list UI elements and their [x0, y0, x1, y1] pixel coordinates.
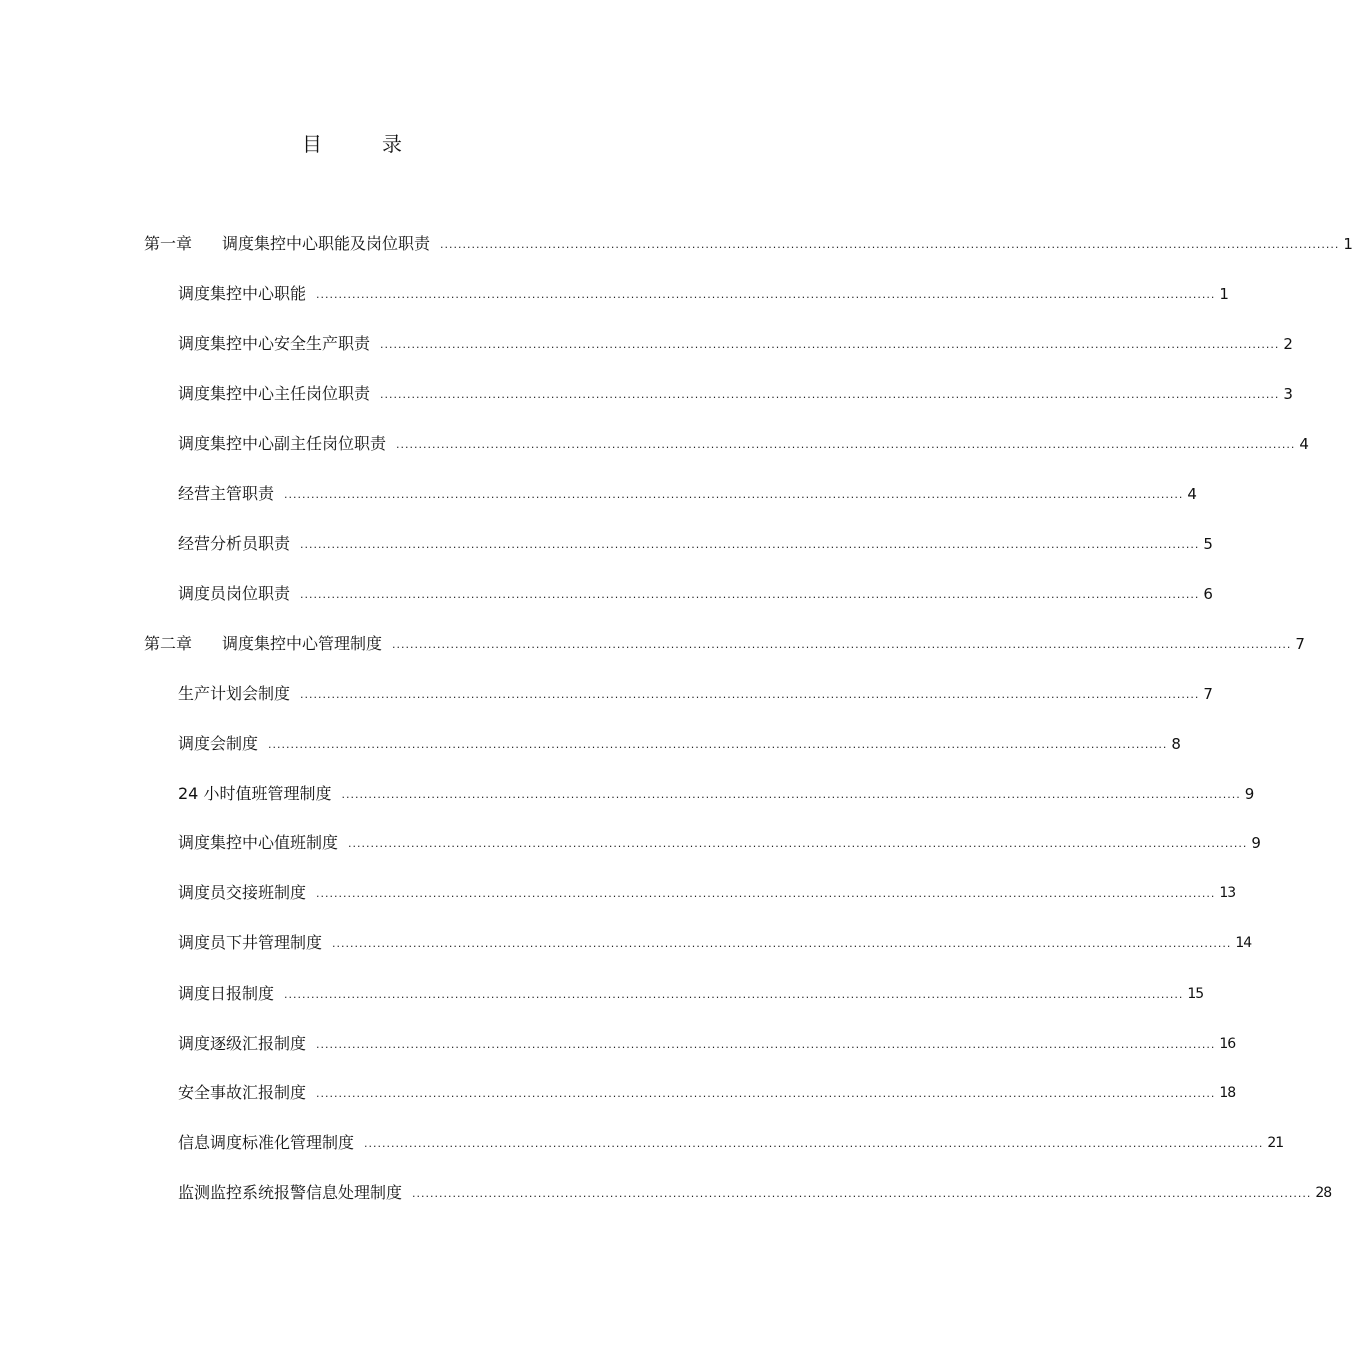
toc-entry-label [144, 234, 430, 254]
toc-entry-label: 调度会制度 [178, 734, 259, 753]
dot-leader: ........................................................................................................................................................................................................ [380, 388, 1280, 401]
chapter-number: 第二章 [144, 634, 193, 653]
toc-entry-label: 监测监控系统报警信息处理制度 [178, 1183, 403, 1202]
toc-page-number: 15 [1187, 986, 1204, 1002]
dot-leader: ........................................................................................................................................................................................................ [316, 887, 1216, 900]
dot-leader: ........................................................................................................................................................................................................ [412, 1187, 1312, 1200]
toc-page-number: 14 [1235, 935, 1252, 951]
toc-title-char-2: 录 [382, 132, 402, 156]
toc-entry[interactable] [178, 332, 1293, 354]
toc-entry-label: 调度集控中心主任岗位职责 [178, 384, 371, 403]
toc-page-number: 16 [1219, 1036, 1236, 1052]
toc-entry[interactable] [178, 931, 1252, 953]
dot-leader: ........................................................................................................................................................................................................ [392, 638, 1292, 651]
toc-page-number: 2 [1283, 335, 1293, 353]
dot-leader: ........................................................................................................................................................................................................ [364, 1137, 1264, 1150]
toc-title [302, 128, 402, 157]
toc-entry-label: 调度日报制度 [178, 984, 275, 1003]
toc-entry[interactable] [178, 582, 1213, 604]
toc-entry[interactable] [178, 432, 1309, 454]
dot-leader: ........................................................................................................................................................................................................ [316, 288, 1216, 301]
dot-leader: ........................................................................................................................................................................................................ [284, 488, 1184, 501]
toc-entry-label: 调度集控中心值班制度 [178, 833, 339, 852]
dot-leader: ........................................................................................................................................................................................................ [380, 338, 1280, 351]
toc-page-number: 1 [1343, 235, 1353, 253]
toc-chapter-2[interactable] [144, 632, 1305, 654]
dot-leader: ........................................................................................................................................................................................................ [348, 837, 1248, 850]
dot-leader: ........................................................................................................................................................................................................ [341, 788, 1241, 801]
toc-page-number: 18 [1219, 1085, 1236, 1101]
toc-entry-label: 调度员岗位职责 [178, 584, 291, 603]
toc-entry-label: 安全事故汇报制度 [178, 1083, 307, 1102]
dot-leader: ........................................................................................................................................................................................................ [284, 988, 1184, 1001]
dot-leader: ........................................................................................................................................................................................................ [268, 738, 1168, 751]
toc-entry[interactable] [178, 982, 1204, 1004]
toc-entry-label: 24 小时值班管理制度 [178, 784, 332, 803]
chapter-title: 调度集控中心职能及岗位职责 [222, 234, 431, 253]
toc-entry-label: 信息调度标准化管理制度 [178, 1133, 355, 1152]
toc-entry[interactable] [178, 1131, 1284, 1153]
toc-page-number: 7 [1295, 635, 1305, 653]
dot-leader: ........................................................................................................................................................................................................ [316, 1038, 1216, 1051]
toc-chapter-1[interactable] [144, 232, 1353, 254]
toc-entry[interactable] [178, 1081, 1236, 1103]
toc-page-number: 5 [1203, 535, 1213, 553]
toc-entry[interactable] [178, 282, 1229, 304]
toc-page-number: 21 [1267, 1135, 1284, 1151]
dot-leader: ........................................................................................................................................................................................................ [440, 238, 1340, 251]
toc-entry-label: 调度集控中心职能 [178, 284, 307, 303]
dot-leader: ........................................................................................................................................................................................................ [396, 438, 1296, 451]
toc-page-number: 9 [1251, 834, 1261, 852]
toc-page-number: 28 [1315, 1185, 1332, 1201]
toc-entry[interactable] [178, 482, 1197, 504]
toc-page-number: 8 [1171, 735, 1181, 753]
dot-leader: ........................................................................................................................................................................................................ [332, 937, 1232, 950]
toc-page-number: 7 [1203, 685, 1213, 703]
toc-page-number: 4 [1299, 435, 1309, 453]
toc-title-char-1: 目 [302, 132, 322, 156]
toc-page-number: 9 [1244, 785, 1255, 803]
toc-entry-label [144, 634, 382, 654]
toc-entry[interactable] [178, 532, 1213, 554]
toc-entry-label: 生产计划会制度 [178, 684, 291, 703]
toc-page-number: 6 [1203, 585, 1213, 603]
dot-leader: ........................................................................................................................................................................................................ [316, 1087, 1216, 1100]
toc-entry[interactable] [178, 782, 1255, 804]
toc-entry-label: 经营分析员职责 [178, 534, 291, 553]
toc-entry-label: 调度逐级汇报制度 [178, 1034, 307, 1053]
toc-entry-label: 经营主管职责 [178, 484, 275, 503]
toc-entry-label: 调度集控中心安全生产职责 [178, 334, 371, 353]
toc-page-number: 4 [1187, 485, 1197, 503]
toc-entry-label: 调度员交接班制度 [178, 883, 307, 902]
toc-entry[interactable] [178, 732, 1181, 754]
dot-leader: ........................................................................................................................................................................................................ [300, 538, 1200, 551]
toc-entry[interactable] [178, 881, 1236, 903]
toc-page-number: 13 [1219, 885, 1236, 901]
chapter-number: 第一章 [144, 234, 193, 253]
toc-page-number: 3 [1283, 385, 1293, 403]
toc-entry[interactable] [178, 682, 1213, 704]
toc-entry[interactable] [178, 382, 1293, 404]
dot-leader: ........................................................................................................................................................................................................ [300, 688, 1200, 701]
chapter-title: 调度集控中心管理制度 [222, 634, 383, 653]
toc-entry-label: 调度员下井管理制度 [178, 933, 323, 952]
toc-entry[interactable] [178, 1032, 1236, 1054]
toc-page-number: 1 [1219, 285, 1229, 303]
dot-leader: ........................................................................................................................................................................................................ [300, 588, 1200, 601]
toc-entry[interactable] [178, 1181, 1332, 1203]
toc-entry[interactable] [178, 831, 1261, 853]
toc-entry-label: 调度集控中心副主任岗位职责 [178, 434, 387, 453]
